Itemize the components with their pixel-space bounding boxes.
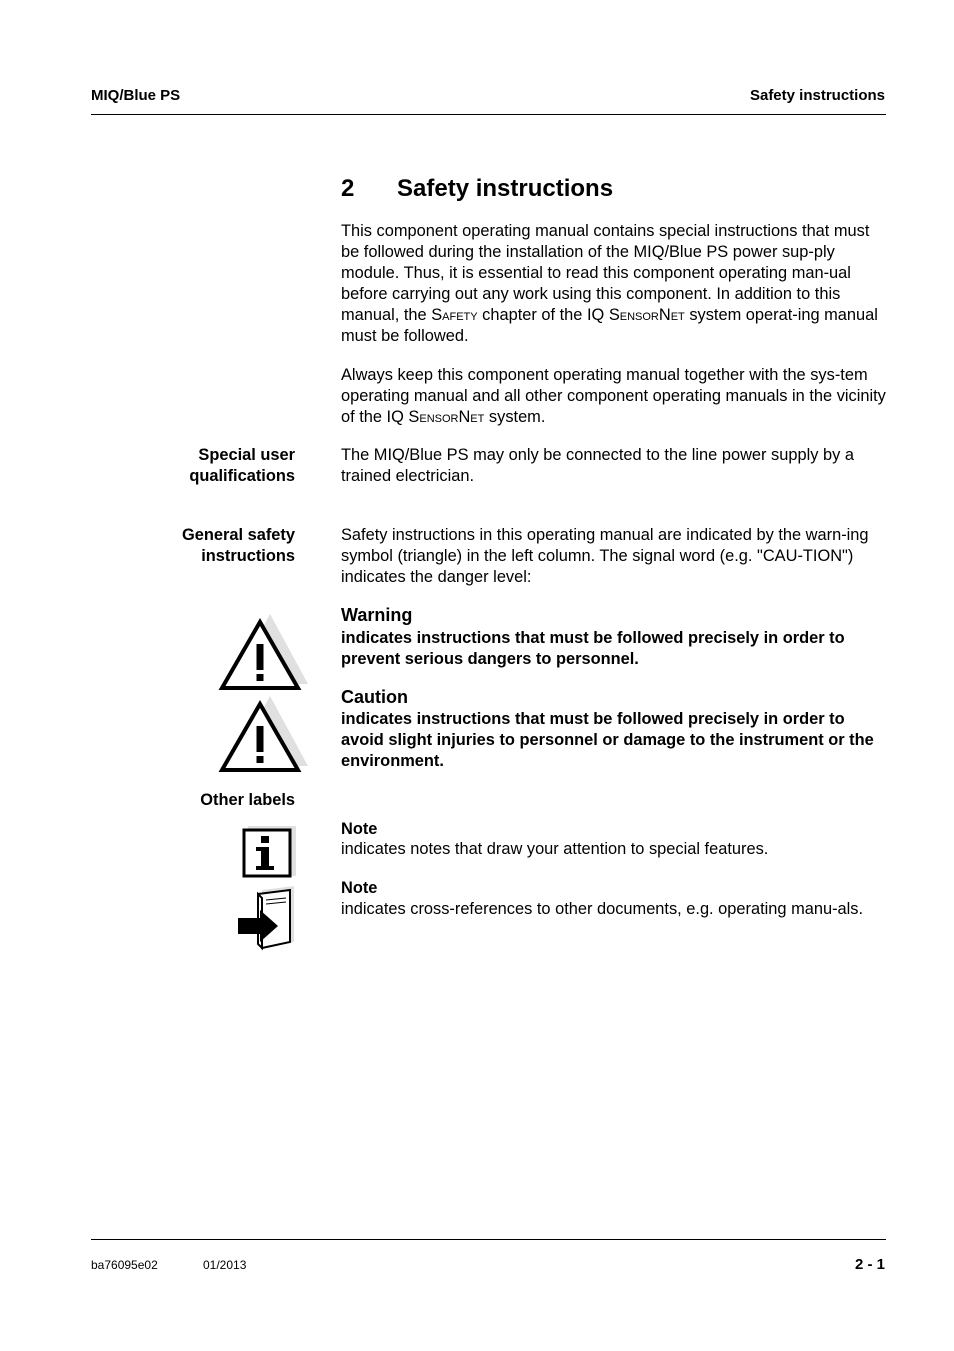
chapter-heading	[341, 174, 613, 204]
book-reference-icon	[236, 884, 298, 952]
warning-title: Warning	[341, 605, 413, 625]
header-document-title: MIQ/Blue PS	[91, 87, 181, 104]
footer-doc-id: ba76095e02	[91, 1258, 158, 1272]
caution-triangle-icon	[218, 692, 310, 774]
side-heading-special-user	[85, 445, 295, 487]
intro-p1-smallcaps-safety: Safety	[431, 306, 478, 324]
note-ref-title: Note	[341, 879, 378, 897]
footer-page-number: 2 - 1	[854, 1256, 885, 1273]
footer-date: 01/2013	[203, 1258, 247, 1272]
chapter-title: Safety instructions	[397, 175, 614, 202]
special-user-text: The MIQ/Blue PS may only be connected to the line power supply by a trained electrician.	[341, 446, 854, 485]
note-info-title: Note	[341, 820, 378, 838]
warning-text: indicates instructions that must be followed precisely in order to prevent serious dangers to personnel.	[341, 629, 845, 668]
intro-p1-smallcaps-sensornet: SensorNet	[608, 306, 685, 324]
intro-paragraph-2	[341, 365, 889, 428]
header-section-title: Safety instructions	[749, 87, 885, 104]
side-heading-other-labels: Other labels	[200, 791, 295, 809]
side-heading-general-safety	[85, 525, 295, 567]
side-heading-special-user-line1: Special user	[198, 446, 295, 464]
note-info-text: indicates notes that draw your attention to special features.	[341, 840, 769, 858]
side-heading-special-user-line2: qualifications	[189, 467, 295, 485]
intro-paragraph-1	[341, 221, 889, 347]
caution-title: Caution	[341, 687, 408, 707]
intro-p1-text-c: system operat-ing manual must be followed.	[341, 306, 878, 345]
header-rule	[91, 114, 886, 115]
intro-p2-smallcaps-sensornet: SensorNet	[408, 408, 485, 426]
side-heading-general-safety-line1: General safety	[182, 526, 295, 544]
general-safety-text: Safety instructions in this operating manual are indicated by the warn-ing symbol (triangle) in the left column. The signal word (e.g. "CAU-TION") indicates the danger level:	[341, 526, 869, 586]
intro-p1-text-a: This component operating manual contains special instructions that must be followed during the installation of the MIQ/Blue PS power sup-ply module. Thus, it is essential to read this component operating man-ual before carrying out any work using this component. In addition to this manual, the	[341, 222, 870, 324]
warning-triangle-icon	[218, 610, 310, 692]
note-ref-text: indicates cross-references to other documents, e.g. operating manu-als.	[341, 900, 864, 918]
caution-text: indicates instructions that must be followed precisely in order to avoid slight injuries to personnel or damage to the instrument or the environment.	[341, 710, 874, 770]
intro-p2-text-b: system.	[484, 408, 546, 426]
intro-p2-text-a: Always keep this component operating manual together with the sys-tem operating manual and all other component operating manuals in the vicinity of the IQ	[341, 366, 886, 426]
intro-p1-text-b: chapter of the IQ	[477, 306, 609, 324]
chapter-number: 2	[341, 175, 355, 202]
side-heading-general-safety-line2: instructions	[201, 547, 295, 565]
footer-rule	[91, 1239, 886, 1240]
info-icon	[240, 824, 298, 880]
